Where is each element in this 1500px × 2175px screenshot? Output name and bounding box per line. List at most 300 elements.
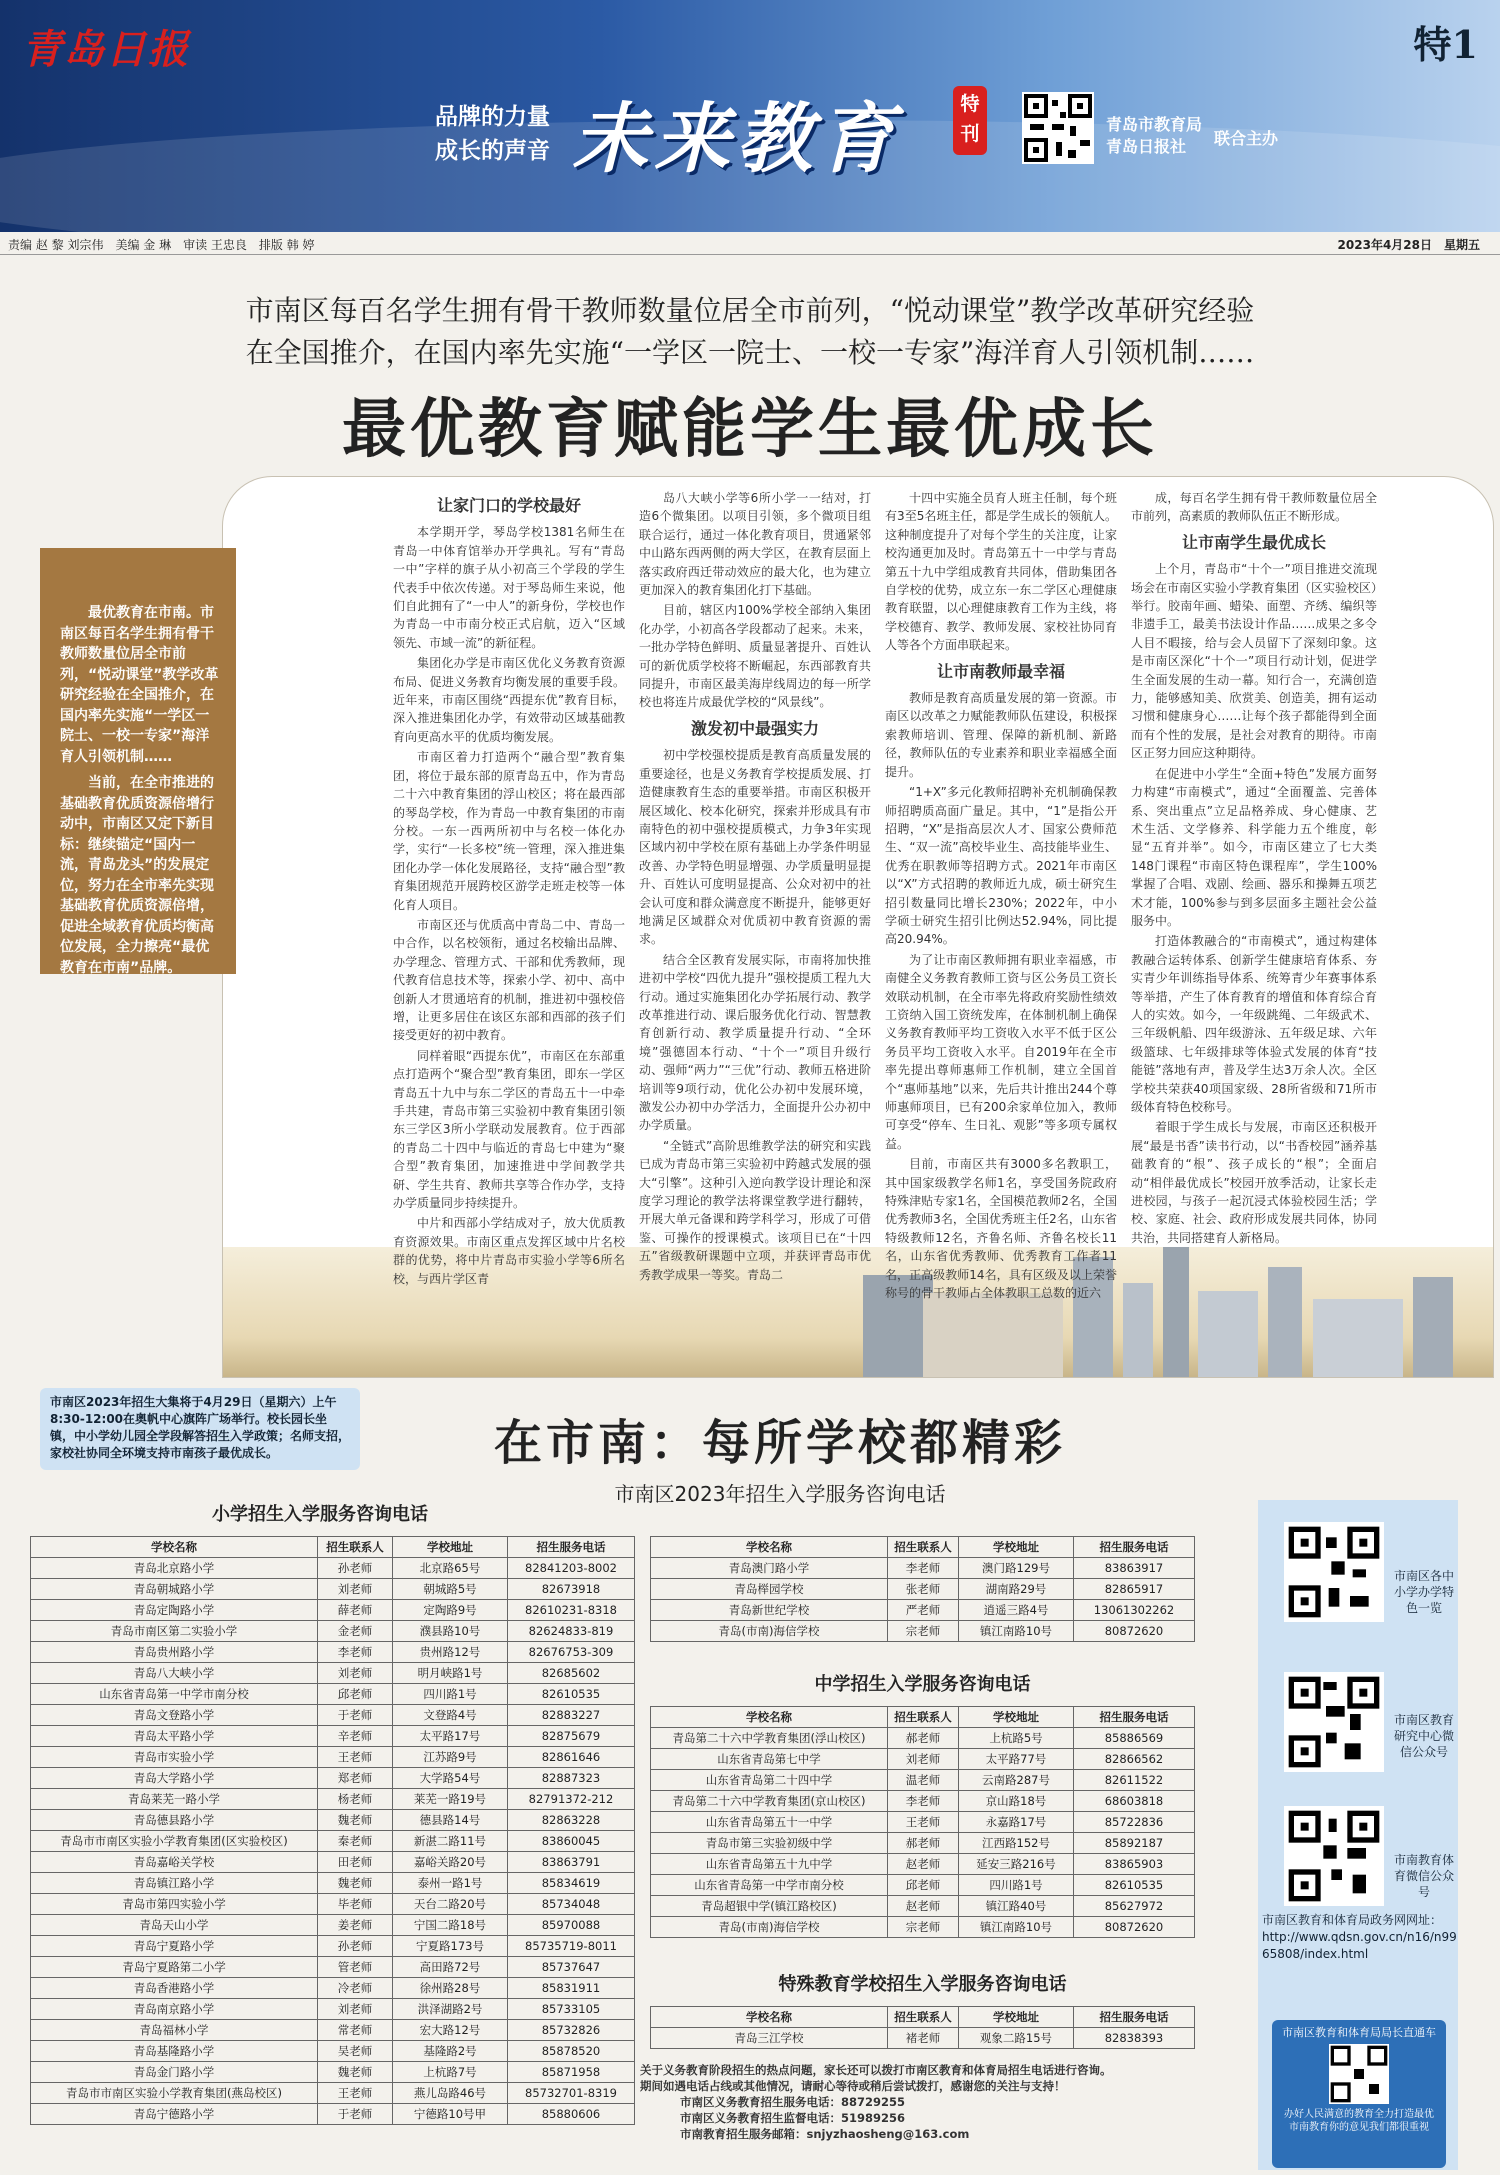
- table-header-row: [651, 1707, 1195, 1728]
- table-row: [31, 1705, 635, 1726]
- table-cell: 青岛贵州路小学: [31, 1642, 318, 1663]
- table-row: [31, 1600, 635, 1621]
- table-cell: 宁夏路173号: [393, 1936, 508, 1957]
- footer-note: [640, 2062, 1240, 2142]
- table-cell: 魏老师: [318, 2062, 393, 2083]
- table-cell: 邱老师: [888, 1875, 959, 1896]
- table-cell: 赵老师: [888, 1896, 959, 1917]
- primary-school-table-continued: [650, 1536, 1195, 1642]
- qr-code-icon: [1284, 1522, 1384, 1622]
- website-url[interactable]: http://www.qdsn.gov.cn/n16/n9965808/index.html: [1262, 1930, 1457, 1961]
- footer-line: 市南教育招生服务邮箱：snjyzhaosheng@163.com: [680, 2127, 970, 2141]
- table-row: [31, 1663, 635, 1684]
- table-row: [31, 1873, 635, 1894]
- table-cell: 辛老师: [318, 1726, 393, 1747]
- table-cell: 毕老师: [318, 1894, 393, 1915]
- table-row: [31, 1936, 635, 1957]
- table-cell: 青岛新世纪学校: [651, 1600, 888, 1621]
- paragraph: 打造体教融合的“市南模式”，通过构建体教融合运转体系、创新学生健康培育体系、夯实青少年训练指导体系、统筹青少年赛事体系等举措，产生了体育教育的增值和体育综合育人的实效。如今，一年级跳绳、二年级武术、三年级帆船、四年级游泳、五年级足球、六年级篮球、七年级排球等体验式发展的体育“技能链”落地有声，普及学生达3万余人次。全区学校共荣获40项国家级、28所省级和71所市级体育特色校称号。: [1131, 934, 1377, 1114]
- table-cell: 德县路14号: [393, 1810, 508, 1831]
- table-row: [31, 1999, 635, 2020]
- phone-number-cell[interactable]: 85886569: [1074, 1728, 1195, 1749]
- qr-code-icon: [1284, 1672, 1384, 1772]
- director-hotline-badge: [1272, 2020, 1446, 2168]
- table-cell: 青岛市第三实验初级中学: [651, 1833, 888, 1854]
- phone-number-cell[interactable]: 82841203-8002: [508, 1558, 635, 1579]
- table-cell: 郝老师: [888, 1728, 959, 1749]
- paragraph: 集团化办学是市南区优化义务教育资源布局、促进义务教育均衡发展的重要手段。近年来，市南区围绕“西提东优”教育目标，深入推进集团化办学，有效带动区域基础教育向更高水平的优质均衡发展。: [393, 656, 625, 744]
- column-header: 学校地址: [393, 1537, 508, 1558]
- table-row: [651, 1728, 1195, 1749]
- table-cell: 青岛第二十六中学教育集团(京山校区): [651, 1791, 888, 1812]
- phone-number-cell[interactable]: 82610535: [508, 1684, 635, 1705]
- phone-number-cell[interactable]: 82865917: [1074, 1579, 1195, 1600]
- article-column-1: [393, 489, 625, 1290]
- table-cell: 山东省青岛第二十四中学: [651, 1770, 888, 1791]
- table-cell: 明月峡路1号: [393, 1663, 508, 1684]
- paragraph: 教师是教育高质量发展的第一资源。市南区以改革之力赋能教师队伍建设，积极探索教师培训、管理、保障的新机制、新路径，教师队伍的专业素养和职业幸福感全面提升。: [885, 691, 1117, 779]
- phone-number-cell[interactable]: 82610535: [1074, 1875, 1195, 1896]
- table-cell: 冷老师: [318, 1978, 393, 1999]
- newspaper-logo: 青岛日报: [22, 26, 190, 73]
- table-cell: 王老师: [318, 2083, 393, 2104]
- table-cell: 江西路152号: [959, 1833, 1074, 1854]
- table-row: [651, 2028, 1195, 2049]
- phone-number-cell[interactable]: 82685602: [508, 1663, 635, 1684]
- website-label: 市南区教育和体育局政务网网址：: [1262, 1913, 1443, 1927]
- phone-number-cell[interactable]: 85831911: [508, 1978, 635, 1999]
- table-cell: 宁国二路18号: [393, 1915, 508, 1936]
- section-heading-2: 激发初中最强实力: [690, 718, 819, 738]
- table-cell: 王老师: [318, 1747, 393, 1768]
- paragraph: 初中学校强校提质是教育高质量发展的重要途径，也是义务教育学校提质发展、打造健康教育生态的重要举措。市南区积极开展区域化、校本化研究，探索并形成具有市南特色的初中强校提质模式，力争3年实现区域内初中学校在原有基础上办学条件明显改善、办学特色明显增强、办学质量明显提升、百姓认可度明显提高、公众对初中的社会认可度和群众满意度不断提升，能够更好地满足区域群众对优质初中教育资源的需求。: [639, 748, 871, 947]
- paragraph: 上个月，青岛市“十个一”项目推进交流现场会在市南区实验小学教育集团（区实验校区）举行。胶南年画、蜡染、面塑、齐绣、编织等非遗手工，最美书法设计作品……成果之多令人目不暇接，给与会人员留下了深刻印象。这是市南区深化“十个一”项目行动计划，促进学生全面发展的生动一幕。知行合一，充满创造力，能够感知美、欣赏美、创造美，拥有运动习惯和健康身心……让每个孩子都能得到全面而有个性的发展，是社会对教育的期待。市南区正努力回应这种期待。: [1131, 562, 1378, 761]
- table-cell: 山东省青岛第五十一中学: [651, 1812, 888, 1833]
- table-cell: 青岛三江学校: [651, 2028, 888, 2049]
- special-issue-title: 未来教育: [572, 94, 900, 183]
- section-heading-4: 让市南学生最优成长: [1181, 532, 1326, 552]
- phone-number-cell[interactable]: 83863917: [1074, 1558, 1195, 1579]
- table-cell: 镇江路40号: [959, 1896, 1074, 1917]
- table-cell: 宏大路12号: [393, 2020, 508, 2041]
- qr-label-sports-wechat: 市南教育体育微信公众号: [1393, 1853, 1454, 1899]
- table-cell: 于老师: [318, 2104, 393, 2125]
- table-row: [651, 1791, 1195, 1812]
- table-row: [651, 1621, 1195, 1642]
- column-header: 学校地址: [959, 1537, 1074, 1558]
- phone-number-cell[interactable]: 82611522: [1074, 1770, 1195, 1791]
- table-cell: 青岛金门路小学: [31, 2062, 318, 2083]
- table-cell: 朝城路5号: [393, 1579, 508, 1600]
- footer-line: 市南区义务教育招生服务电话：88729255: [680, 2095, 906, 2109]
- column-header: 学校名称: [31, 1537, 318, 1558]
- phone-number-cell[interactable]: 85892187: [1074, 1833, 1195, 1854]
- table-cell: 青岛超银中学(镇江路校区): [651, 1896, 888, 1917]
- table-cell: 青岛市实验小学: [31, 1747, 318, 1768]
- table-cell: 山东省青岛第一中学市南分校: [31, 1684, 318, 1705]
- table-row: [31, 1558, 635, 1579]
- table-cell: 温老师: [888, 1770, 959, 1791]
- paragraph: 目前，市南区共有3000多名教职工，其中国家级教学名师1名，享受国务院政府特殊津贴专家1名，全国模范教师2名，全国优秀教师3名，全国优秀班主任2名，山东省特级教师12名，齐鲁名师、齐鲁名校长11名，山东省优秀教师、优秀教育工作者11名，正高级教师14名，具有区级及以上荣誉称号的骨干教师占全体教职工总数的近六: [885, 1157, 1117, 1301]
- table-cell: 青岛莱芜一路小学: [31, 1789, 318, 1810]
- table-cell: 青岛宁夏路第二小学: [31, 1957, 318, 1978]
- paragraph: 成，每百名学生拥有骨干教师数量位居全市前列，高素质的教师队伍正不断形成。: [1131, 491, 1377, 524]
- table-cell: 青岛市第四实验小学: [31, 1894, 318, 1915]
- summary-sidebar: [40, 548, 236, 974]
- phone-number-cell[interactable]: 82610231-8318: [508, 1600, 635, 1621]
- table-row: [651, 1749, 1195, 1770]
- column-header: 招生联系人: [318, 1537, 393, 1558]
- table-cell: 青岛(市南)海信学校: [651, 1621, 888, 1642]
- paragraph: 十四中实施全员育人班主任制，每个班有3至5名班主任，都是学生成长的领航人。这种制度提升了对每个学生的关注度，让家校沟通更加及时。青岛第五十一中学与青岛第五十九中学组成教育共同体，借助集团各自学校的优势，成立东一东二学区心理健康教育联盟，以心理健康教育工作为主线，将学校德育、教学、教师发展、家校社协同育人等各个方面串联起来。: [885, 491, 1117, 653]
- phone-number-cell[interactable]: 83860045: [508, 1831, 635, 1852]
- paragraph: 在促进中小学生“全面+特色”发展方面努力构建“市南模式”，通过“全面覆盖、完善体系、突出重点”立足品格养成、身心健康、艺术生活、文学修养、科学能力五个维度，彰显“五育并举”。如今，市南区建立了七大类148门课程“市南区特色课程库”，学生100%掌握了合唱、戏剧、绘画、器乐和操舞五项艺术才能，100%参与到多层面多主题社会公益服务中。: [1131, 766, 1377, 928]
- table-cell: 秦老师: [318, 1831, 393, 1852]
- table-cell: 莱芜一路19号: [393, 1789, 508, 1810]
- table-row: [651, 1833, 1195, 1854]
- table-header-row: [651, 2007, 1195, 2028]
- paragraph: 为了让市南区教师拥有职业幸福感，市南健全义务教育教师工资与区公务员工资长效联动机制，在全市率先将政府奖励性绩效工资纳入国工资统发库，在体制机制上确保义务教育教师平均工资收入水平不低于区公务员平均工资收入水平。自2019年在全市率先提出尊师惠师工作机制，建立全国首个“惠师基地”以来，先后共计推出244个尊师惠师项目，已有200余家单位加入，教师可享受“停车、生日礼、观影”等多项专属权益。: [885, 952, 1117, 1151]
- phone-number-cell[interactable]: 82673918: [508, 1579, 635, 1600]
- table-cell: 青岛八大峡小学: [31, 1663, 318, 1684]
- middle-school-table: [650, 1706, 1195, 1938]
- table-cell: 宁德路10号甲: [393, 2104, 508, 2125]
- primary-table-title: 小学招生入学服务咨询电话: [212, 1504, 428, 1525]
- phone-number-cell[interactable]: 85732826: [508, 2020, 635, 2041]
- table-cell: 管老师: [318, 1957, 393, 1978]
- phone-number-cell[interactable]: 85737647: [508, 1957, 635, 1978]
- table-cell: 青岛宁德路小学: [31, 2104, 318, 2125]
- table-cell: 青岛市市南区实验小学教育集团(燕岛校区): [31, 2083, 318, 2104]
- table-cell: 青岛基隆路小学: [31, 2041, 318, 2062]
- table-cell: 湖南路29号: [959, 1579, 1074, 1600]
- table-cell: 严老师: [888, 1600, 959, 1621]
- table-cell: 青岛北京路小学: [31, 1558, 318, 1579]
- table-cell: 青岛第二十六中学教育集团(浮山校区): [651, 1728, 888, 1749]
- table-cell: 濮县路10号: [393, 1621, 508, 1642]
- phone-number-cell[interactable]: 82887323: [508, 1768, 635, 1789]
- paragraph: 结合全区教育发展实际，市南将加快推进初中学校“四优九提升”强校提质工程九大行动。通过实施集团化办学拓展行动、教学改革推进行动、课后服务优化行动、智慧教育创新行动、教学质量提升行动、“全环境”强德固本行动、“十个一”项目升级行动、强师“两力”“三优”行动、教师五格进阶培训等9项行动，优化公办初中发展环境，激发公办初中办学活力，全面提升公办初中办学质量。: [639, 952, 871, 1133]
- section-title: 在市南：每所学校都精彩: [493, 1415, 1066, 1471]
- main-headline: 最优教育赋能学生最优成长: [342, 392, 1158, 467]
- paragraph: 同样着眼“西提东优”，市南区在东部重点打造两个“聚合型”教育集团，即东一学区青岛五十九中与东二学区的青岛五十一中牵手共建，青岛市第三实验初中教育集团引领东三学区3所小学联动发展教育。位于西部的青岛二十四中与临近的青岛七中建为“聚合型”教育集团，加速推进中学间教学共研、学生共育、教师共享等合作办学，支持办学质量同步持续提升。: [393, 1048, 625, 1211]
- phone-number-cell[interactable]: 85722836: [1074, 1812, 1195, 1833]
- table-cell: 刘老师: [318, 1663, 393, 1684]
- table-row: [651, 1875, 1195, 1896]
- table-cell: 澳门路129号: [959, 1558, 1074, 1579]
- table-cell: 镇江南路10号: [959, 1917, 1074, 1938]
- table-cell: 李老师: [318, 1642, 393, 1663]
- table-row: [31, 1684, 635, 1705]
- section-heading-3: 让市南教师最幸福: [936, 661, 1065, 681]
- table-cell: 褚老师: [888, 2028, 959, 2049]
- table-row: [31, 1642, 635, 1663]
- table-cell: 逍遥三路4号: [959, 1600, 1074, 1621]
- table-cell: 定陶路9号: [393, 1600, 508, 1621]
- phone-number-cell[interactable]: 85627972: [1074, 1896, 1195, 1917]
- table-header-row: [651, 1537, 1195, 1558]
- column-header: 学校名称: [651, 2007, 888, 2028]
- table-row: [31, 1894, 635, 1915]
- special-issue-badge: 特刊: [953, 86, 987, 155]
- table-cell: 青岛澳门路小学: [651, 1558, 888, 1579]
- table-cell: 燕儿岛路46号: [393, 2083, 508, 2104]
- sponsor-1: 青岛市教育局: [1106, 115, 1203, 134]
- table-cell: 四川路1号: [959, 1875, 1074, 1896]
- table-row: [31, 1789, 635, 1810]
- phone-number-cell[interactable]: 80872620: [1074, 1621, 1195, 1642]
- table-cell: 青岛太平路小学: [31, 1726, 318, 1747]
- special-school-table: [650, 2006, 1195, 2049]
- table-cell: 上杭路5号: [959, 1728, 1074, 1749]
- column-header: 招生联系人: [888, 1707, 959, 1728]
- paragraph: 市南区还与优质高中青岛二中、青岛一中合作，以名校领衔，通过名校输出品牌、办学理念、管理方式、干部和优秀教师，现代教育信息技术等，探索小学、初中、高中创新人才贯通培育的机制，推进初中强校倍增，让更多居住在该区东部和西部的孩子们接受更好的初中教育。: [393, 917, 625, 1043]
- table-cell: 魏老师: [318, 1810, 393, 1831]
- table-row: [31, 2020, 635, 2041]
- table-cell: 薛老师: [318, 1600, 393, 1621]
- table-cell: 孙老师: [318, 1936, 393, 1957]
- article-column-3: [885, 489, 1117, 1304]
- table-cell: 山东省青岛第七中学: [651, 1749, 888, 1770]
- table-cell: 宗老师: [888, 1621, 959, 1642]
- table-cell: 镇江南路10号: [959, 1621, 1074, 1642]
- phone-number-cell[interactable]: 85878520: [508, 2041, 635, 2062]
- table-cell: 青岛嘉峪关学校: [31, 1852, 318, 1873]
- column-header: 招生服务电话: [1074, 2007, 1195, 2028]
- credits-bar: [0, 232, 1500, 255]
- table-cell: 于老师: [318, 1705, 393, 1726]
- table-cell: 泰州一路1号: [393, 1873, 508, 1894]
- phone-number-cell[interactable]: 85734048: [508, 1894, 635, 1915]
- table-cell: 新湛二路11号: [393, 1831, 508, 1852]
- middle-table-title: 中学招生入学服务咨询电话: [814, 1674, 1031, 1695]
- table-row: [651, 1558, 1195, 1579]
- table-cell: 郑老师: [318, 1768, 393, 1789]
- column-header: 学校名称: [651, 1707, 888, 1728]
- table-cell: 刘老师: [888, 1749, 959, 1770]
- table-row: [31, 1831, 635, 1852]
- phone-number-cell[interactable]: 82866562: [1074, 1749, 1195, 1770]
- phone-number-cell[interactable]: 85733105: [508, 1999, 635, 2020]
- summary-paragraph-1: 最优教育在市南。市南区每百名学生拥有骨干教师数量位居全市前列，“悦动课堂”教学改革研究经验在全国推介，在国内率先实施“一学区一院士、一校一专家”海洋育人引领机制……: [60, 605, 219, 765]
- phone-number-cell[interactable]: 82791372-212: [508, 1789, 635, 1810]
- table-cell: 金老师: [318, 1621, 393, 1642]
- phone-number-cell[interactable]: 82624833-819: [508, 1621, 635, 1642]
- table-cell: 吴老师: [318, 2041, 393, 2062]
- phone-number-cell[interactable]: 85970088: [508, 1915, 635, 1936]
- phone-number-cell[interactable]: 82863228: [508, 1810, 635, 1831]
- table-cell: 高田路72号: [393, 1957, 508, 1978]
- table-row: [651, 1812, 1195, 1833]
- table-cell: 大学路54号: [393, 1768, 508, 1789]
- article-column-2: [639, 489, 871, 1286]
- enrollment-fair-notice: 市南区2023年招生大集将于4月29日（星期六）上午8:30-12:00在奥帆中心旗阵广场举行。校长园长坐镇，中小学幼儿园全学段解答招生入学政策；名师支招，家校社协同全环境支持市南孩子最优成长。: [40, 1388, 360, 1470]
- table-row: [31, 1768, 635, 1789]
- table-cell: 山东省青岛第一中学市南分校: [651, 1875, 888, 1896]
- table-cell: 姜老师: [318, 1915, 393, 1936]
- paragraph: “1+X”多元化教师招聘补充机制确保教师招聘质高面广量足。其中，“1”是指公开招聘，“X”是指高层次人才、国家公费师范生、“双一流”高校毕业生、高技能毕业生、优秀在职教师等招聘方式。2021年市南区以“X”方式招聘的教师近九成，硕士研究生招引数量同比增长230%；2022年，中小学硕士研究生招引比例达52.94%，同比提高20.94%。: [885, 785, 1117, 947]
- article-card: [222, 476, 1494, 1378]
- slogan-line-2: 成长的声音: [435, 137, 550, 164]
- editor-credits: 责编 赵 黎 刘宗伟 美编 金 琳 审读 王忠良 排版 韩 婷: [8, 238, 315, 252]
- paragraph: 市南区着力打造两个“融合型”教育集团，将位于最东部的原青岛五中，作为青岛二十六中教育集团的浮山校区；将在最西部的琴岛学校，作为青岛一中教育集团的市南分校。一东一西两所初中与名校一体化办学，实行“一长多校”统一管理，深入推进集团化办学一体化发展路径，支持“融合型”教育集团规范开展跨校区游学走班走校等一体化育人项目。: [393, 750, 625, 912]
- table-cell: 田老师: [318, 1852, 393, 1873]
- table-cell: 四川路1号: [393, 1684, 508, 1705]
- table-row: [651, 1917, 1195, 1938]
- footer-line: 期间如遇电话占线或其他情况，请耐心等待或稍后尝试拨打，感谢您的关注与支持！: [640, 2079, 1066, 2093]
- table-row: [31, 2083, 635, 2104]
- phone-number-cell[interactable]: 82883227: [508, 1705, 635, 1726]
- table-row: [31, 1747, 635, 1768]
- phone-number-cell[interactable]: 82676753-309: [508, 1642, 635, 1663]
- table-cell: 李老师: [888, 1558, 959, 1579]
- paragraph: 着眼于学生成长与发展，市南区还积极开展“最是书香”读书行动，以“书香校园”涵养基础教育的“根”、孩子成长的“根”；全面启动“相伴最优成长”校园开放季活动，让家长走进校园，与孩子一起沉浸式体验校园生活；学校、家庭、社会、政府形成发展共同体，协同共治，共同搭建育人新格局。: [1131, 1120, 1377, 1245]
- table-cell: 青岛南京路小学: [31, 1999, 318, 2020]
- table-row: [31, 2041, 635, 2062]
- table-cell: 张老师: [888, 1579, 959, 1600]
- header-qr-code-icon: [1022, 92, 1094, 164]
- phone-number-cell[interactable]: 83865903: [1074, 1854, 1195, 1875]
- paragraph: 本学期开学，琴岛学校1381名师生在青岛一中体育馆举办开学典礼。写有“青岛一中”字样的旗子从小初高三个学段的学生代表手中依次传递。对于琴岛师生来说，他们自此拥有了“一中人”的新身份，学校也作为青岛一中市南分校正式启航，迈入“区域领先、市域一流”的新征程。: [393, 525, 625, 650]
- table-cell: 山东省青岛第五十九中学: [651, 1854, 888, 1875]
- table-cell: 青岛市南区第二实验小学: [31, 1621, 318, 1642]
- table-cell: 青岛宁夏路小学: [31, 1936, 318, 1957]
- table-cell: 青岛朝城路小学: [31, 1579, 318, 1600]
- section-subtitle: 市南区2023年招生入学服务咨询电话: [614, 1482, 946, 1506]
- slogan: [400, 100, 550, 168]
- table-cell: 太平路77号: [959, 1749, 1074, 1770]
- table-cell: 刘老师: [318, 1579, 393, 1600]
- table-row: [31, 1726, 635, 1747]
- phone-number-cell[interactable]: 68603818: [1074, 1791, 1195, 1812]
- table-cell: 青岛天山小学: [31, 1915, 318, 1936]
- phone-number-cell[interactable]: 85834619: [508, 1873, 635, 1894]
- page-number: 特1: [1413, 22, 1478, 67]
- website-info: [1262, 1912, 1458, 1963]
- sponsor-suffix: 联合主办: [1214, 129, 1279, 148]
- subheadline: [60, 290, 1440, 374]
- table-header-row: [31, 1537, 635, 1558]
- table-cell: 刘老师: [318, 1999, 393, 2020]
- table-cell: 太平路17号: [393, 1726, 508, 1747]
- table-cell: 郝老师: [888, 1833, 959, 1854]
- table-cell: 宗老师: [888, 1917, 959, 1938]
- table-cell: 王老师: [888, 1812, 959, 1833]
- table-cell: 杨老师: [318, 1789, 393, 1810]
- table-cell: 青岛德县路小学: [31, 1810, 318, 1831]
- column-header: 学校名称: [651, 1537, 888, 1558]
- table-cell: 观象二路15号: [959, 2028, 1074, 2049]
- table-cell: 上杭路7号: [393, 2062, 508, 2083]
- footer-line: 市南区义务教育招生监督电话：51989256: [680, 2111, 906, 2125]
- table-cell: 赵老师: [888, 1854, 959, 1875]
- table-row: [31, 2062, 635, 2083]
- table-cell: 青岛香港路小学: [31, 1978, 318, 1999]
- qr-label-research-center: 市南区教育研究中心微信公众号: [1393, 1713, 1454, 1759]
- table-cell: 青岛(市南)海信学校: [651, 1917, 888, 1938]
- table-row: [651, 1854, 1195, 1875]
- table-cell: 京山路18号: [959, 1791, 1074, 1812]
- table-cell: 永嘉路17号: [959, 1812, 1074, 1833]
- column-header: 学校地址: [959, 2007, 1074, 2028]
- phone-number-cell[interactable]: 82861646: [508, 1747, 635, 1768]
- table-cell: 青岛福林小学: [31, 2020, 318, 2041]
- paragraph: “全链式”高阶思维教学法的研究和实践已成为青岛市第三实验初中跨越式发展的强大“引擎”。这种引入逆向教学设计理论和深度学习理论的教学法将课堂教学进行翻转，开展大单元备课和跨学科学习，形成了可借鉴、可操作的授课模式。该项目已在“十四五”省级教研课题中立项，并获评青岛市优秀教学成果一等奖。青岛二: [639, 1138, 871, 1282]
- column-header: 招生服务电话: [1074, 1707, 1195, 1728]
- sponsor-2: 青岛日报社: [1106, 137, 1187, 156]
- table-cell: 徐州路28号: [393, 1978, 508, 1999]
- phone-number-cell[interactable]: 13061302262: [1074, 1600, 1195, 1621]
- table-cell: 青岛大学路小学: [31, 1768, 318, 1789]
- phone-number-cell[interactable]: 83863791: [508, 1852, 635, 1873]
- table-row: [651, 1896, 1195, 1917]
- sponsors: [1106, 114, 1202, 158]
- paragraph: 目前，辖区内100%学校全部纳入集团化办学，小初高各学段都动了起来。未来，一批办学特色鲜明、质量显著提升、百姓认可的新优质学校将不断崛起，东西部教育共同提升，市南区最美海岸线周边的每一所学校也将连片成最优学校的“风景线”。: [639, 603, 871, 710]
- table-row: [31, 1957, 635, 1978]
- primary-school-table: [30, 1536, 635, 2125]
- column-header: 招生服务电话: [1074, 1537, 1195, 1558]
- article-column-4: [1131, 489, 1377, 1249]
- table-cell: 延安三路216号: [959, 1854, 1074, 1875]
- table-row: [31, 1915, 635, 1936]
- paragraph: 中片和西部小学结成对子，放大优质教育资源效果。市南区重点发挥区域中片名校群的优势，将中片青岛市实验小学等6所名校，与西片学区青: [393, 1216, 625, 1286]
- badge-caption: 办好人民满意的教育全力打造最优市南教育你的意见我们都很重视: [1284, 2109, 1434, 2133]
- table-row: [651, 1770, 1195, 1791]
- table-cell: 青岛榉园学校: [651, 1579, 888, 1600]
- phone-number-cell[interactable]: 82838393: [1074, 2028, 1195, 2049]
- slogan-line-1: 品牌的力量: [435, 103, 550, 130]
- phone-number-cell[interactable]: 80872620: [1074, 1917, 1195, 1938]
- table-row: [651, 1579, 1195, 1600]
- special-table-title: 特殊教育学校招生入学服务咨询电话: [778, 1974, 1067, 1995]
- column-header: 招生联系人: [888, 2007, 959, 2028]
- table-cell: 青岛定陶路小学: [31, 1600, 318, 1621]
- issue-date: 2023年4月28日 星期五: [1337, 238, 1480, 252]
- table-cell: 江苏路9号: [393, 1747, 508, 1768]
- section-heading-1: 让家门口的学校最好: [436, 496, 581, 515]
- qr-code-icon: [1329, 2044, 1389, 2104]
- table-row: [651, 1600, 1195, 1621]
- phone-number-cell[interactable]: 82875679: [508, 1726, 635, 1747]
- table-cell: 北京路65号: [393, 1558, 508, 1579]
- table-row: [31, 1579, 635, 1600]
- footer-line: 关于义务教育阶段招生的热点问题，家长还可以拨打市南区教育和体育局招生电话进行咨询。: [640, 2063, 1112, 2077]
- table-row: [31, 1978, 635, 1999]
- qr-code-icon: [1284, 1806, 1384, 1906]
- table-cell: 常老师: [318, 2020, 393, 2041]
- table-row: [31, 1852, 635, 1873]
- column-header: 招生联系人: [888, 1537, 959, 1558]
- phone-number-cell[interactable]: 85871958: [508, 2062, 635, 2083]
- table-cell: 天台二路20号: [393, 1894, 508, 1915]
- table-cell: 洪泽湖路2号: [393, 1999, 508, 2020]
- summary-paragraph-2: 当前，在全市推进的基础教育优质资源倍增行动中，市南区又定下新目标：继续锚定“国内一流，青岛龙头”的发展定位，努力在全市率先实现基础教育优质资源倍增，促进全域教育优质均衡高位发展，全力擦亮“最优教育在市南”品牌。: [60, 775, 214, 976]
- table-cell: 青岛市市南区实验小学教育集团(区实验校区): [31, 1831, 318, 1852]
- phone-number-cell[interactable]: 85735719-8011: [508, 1936, 635, 1957]
- phone-number-cell[interactable]: 85880606: [508, 2104, 635, 2125]
- table-row: [31, 1621, 635, 1642]
- table-cell: 青岛文登路小学: [31, 1705, 318, 1726]
- phone-number-cell[interactable]: 85732701-8319: [508, 2083, 635, 2104]
- table-cell: 云南路287号: [959, 1770, 1074, 1791]
- table-cell: 孙老师: [318, 1558, 393, 1579]
- table-row: [31, 1810, 635, 1831]
- qr-label-school-features: 市南区各中小学办学特色一览: [1393, 1569, 1454, 1615]
- table-cell: 李老师: [888, 1791, 959, 1812]
- table-row: [31, 2104, 635, 2125]
- badge-title: 市南区教育和体育局局长直通车: [1282, 2026, 1436, 2039]
- table-cell: 嘉峪关路20号: [393, 1852, 508, 1873]
